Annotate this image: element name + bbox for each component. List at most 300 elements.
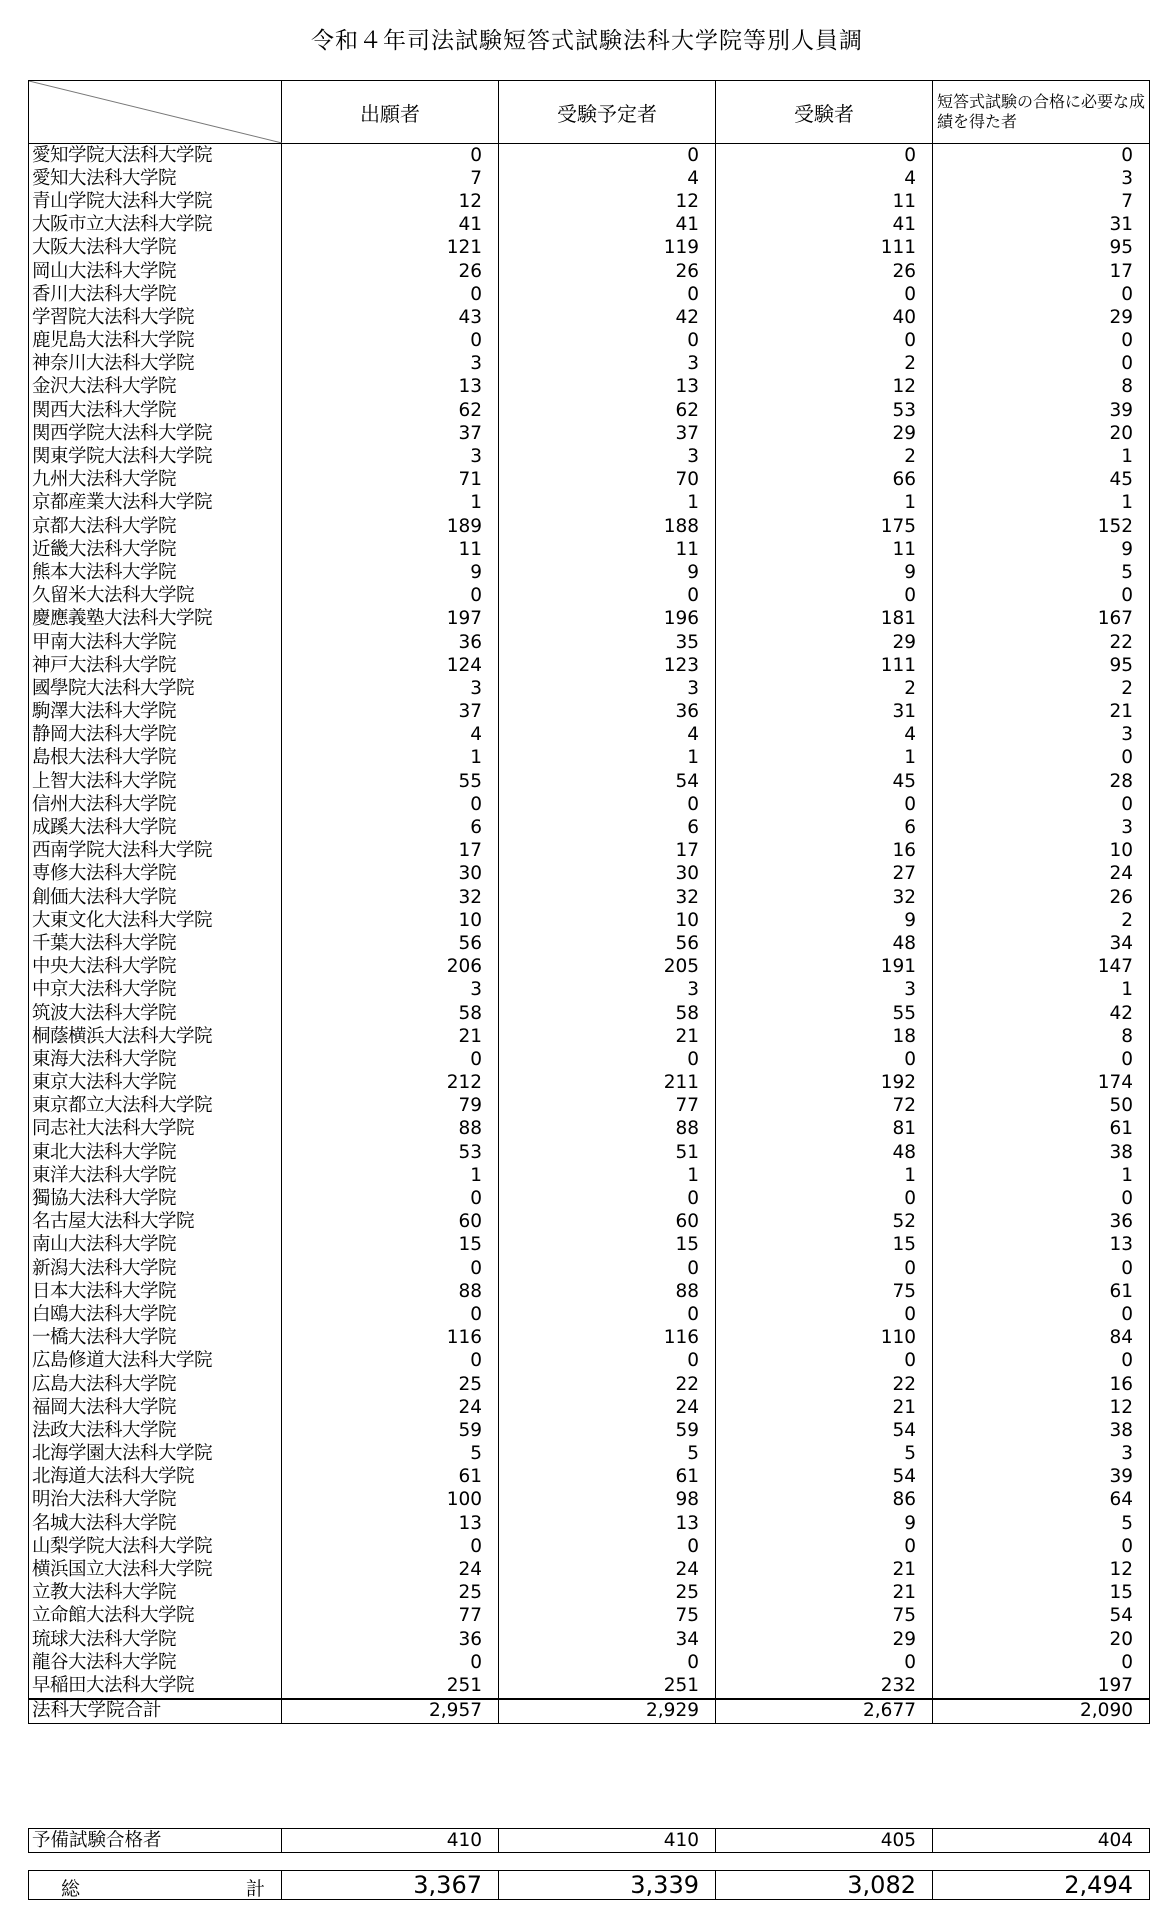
school-value: 111 [716, 654, 933, 677]
school-value: 13 [933, 1234, 1150, 1257]
school-value: 0 [499, 1303, 716, 1326]
table-row [29, 515, 1150, 538]
school-name: 大阪市立大法科大学院 [29, 214, 282, 237]
school-value: 212 [282, 1072, 499, 1095]
school-value: 22 [716, 1373, 933, 1396]
school-value: 111 [716, 237, 933, 260]
school-value: 17 [282, 840, 499, 863]
school-value: 4 [716, 167, 933, 190]
school-name: 金沢大法科大学院 [29, 376, 282, 399]
school-name: 鹿児島大法科大学院 [29, 330, 282, 353]
grand-total-value: 3,339 [499, 1871, 716, 1900]
school-value: 54 [933, 1605, 1150, 1628]
school-value: 25 [282, 1373, 499, 1396]
school-name: 愛知大法科大学院 [29, 167, 282, 190]
table-row [29, 724, 1150, 747]
school-value: 32 [716, 886, 933, 909]
school-name: 広島修道大法科大学院 [29, 1350, 282, 1373]
school-value: 3 [933, 816, 1150, 839]
school-value: 9 [716, 561, 933, 584]
school-value: 15 [716, 1234, 933, 1257]
school-value: 5 [716, 1443, 933, 1466]
school-value: 3 [933, 724, 1150, 747]
school-name: 九州大法科大学院 [29, 469, 282, 492]
school-value: 0 [499, 1651, 716, 1674]
school-value: 30 [499, 863, 716, 886]
grand-total-label [29, 1871, 282, 1900]
school-value: 12 [933, 1558, 1150, 1581]
school-value: 61 [499, 1466, 716, 1489]
school-value: 38 [933, 1141, 1150, 1164]
school-name: 香川大法科大学院 [29, 283, 282, 306]
school-value: 3 [499, 353, 716, 376]
school-value: 38 [933, 1419, 1150, 1442]
school-value: 189 [282, 515, 499, 538]
school-value: 81 [716, 1118, 933, 1141]
school-value: 0 [716, 585, 933, 608]
school-value: 10 [933, 840, 1150, 863]
school-value: 110 [716, 1327, 933, 1350]
school-value: 24 [282, 1558, 499, 1581]
table-row [29, 1002, 1150, 1025]
school-value: 88 [282, 1280, 499, 1303]
table-row [29, 585, 1150, 608]
school-value: 0 [933, 1535, 1150, 1558]
school-value: 39 [933, 399, 1150, 422]
school-value: 45 [933, 469, 1150, 492]
table-row [29, 1373, 1150, 1396]
school-value: 15 [499, 1234, 716, 1257]
school-value: 1 [716, 1164, 933, 1187]
school-value: 12 [499, 190, 716, 213]
school-value: 31 [716, 701, 933, 724]
school-value: 1 [933, 492, 1150, 515]
school-name: 東海大法科大学院 [29, 1048, 282, 1071]
school-value: 16 [933, 1373, 1150, 1396]
school-value: 72 [716, 1095, 933, 1118]
school-value: 0 [716, 1187, 933, 1210]
school-value: 9 [716, 909, 933, 932]
school-value: 17 [499, 840, 716, 863]
school-value: 116 [282, 1327, 499, 1350]
school-value: 0 [933, 747, 1150, 770]
school-value: 147 [933, 956, 1150, 979]
school-value: 2 [933, 677, 1150, 700]
school-value: 174 [933, 1072, 1150, 1095]
school-value: 75 [499, 1605, 716, 1628]
header-applicants: 出願者 [282, 81, 499, 144]
school-value: 211 [499, 1072, 716, 1095]
school-value: 5 [933, 1512, 1150, 1535]
grand-total-label-left: 総 [61, 1878, 81, 1900]
school-value: 55 [282, 770, 499, 793]
school-value: 71 [282, 469, 499, 492]
table-row [29, 492, 1150, 515]
school-value: 188 [499, 515, 716, 538]
school-value: 21 [716, 1396, 933, 1419]
school-value: 7 [282, 167, 499, 190]
school-value: 0 [933, 793, 1150, 816]
school-value: 29 [716, 1628, 933, 1651]
school-value: 1 [933, 445, 1150, 468]
school-value: 18 [716, 1025, 933, 1048]
school-value: 60 [499, 1211, 716, 1234]
table-row [29, 1466, 1150, 1489]
school-value: 54 [716, 1419, 933, 1442]
school-value: 0 [282, 1257, 499, 1280]
school-value: 34 [933, 932, 1150, 955]
school-name: 岡山大法科大学院 [29, 260, 282, 283]
school-value: 13 [499, 376, 716, 399]
school-value: 29 [716, 631, 933, 654]
school-value: 11 [716, 538, 933, 561]
table-row [29, 1535, 1150, 1558]
school-value: 15 [933, 1582, 1150, 1605]
header-scheduled-examinees: 受験予定者 [499, 81, 716, 144]
school-value: 0 [716, 1303, 933, 1326]
table-row [29, 1303, 1150, 1326]
school-value: 36 [282, 1628, 499, 1651]
school-value: 29 [716, 422, 933, 445]
table-row [29, 1396, 1150, 1419]
preliminary-value: 410 [282, 1829, 499, 1853]
school-value: 0 [933, 1651, 1150, 1674]
school-value: 26 [499, 260, 716, 283]
table-row [29, 237, 1150, 260]
header-examinees: 受験者 [716, 81, 933, 144]
school-value: 7 [933, 190, 1150, 213]
table-row [29, 167, 1150, 190]
table-row [29, 863, 1150, 886]
table-row [29, 144, 1150, 168]
school-value: 26 [716, 260, 933, 283]
school-value: 1 [499, 1164, 716, 1187]
school-value: 95 [933, 237, 1150, 260]
school-value: 1 [933, 979, 1150, 1002]
school-value: 0 [499, 1187, 716, 1210]
school-value: 22 [499, 1373, 716, 1396]
table-row [29, 1234, 1150, 1257]
school-name: 東京大法科大学院 [29, 1072, 282, 1095]
school-value: 51 [499, 1141, 716, 1164]
school-value: 119 [499, 237, 716, 260]
school-name: 獨協大法科大学院 [29, 1187, 282, 1210]
school-value: 0 [716, 144, 933, 168]
school-value: 42 [933, 1002, 1150, 1025]
school-value: 32 [499, 886, 716, 909]
school-value: 0 [933, 1048, 1150, 1071]
school-value: 1 [499, 747, 716, 770]
school-value: 58 [282, 1002, 499, 1025]
school-value: 27 [716, 863, 933, 886]
school-value: 0 [933, 144, 1150, 168]
school-value: 62 [499, 399, 716, 422]
school-value: 79 [282, 1095, 499, 1118]
table-row [29, 701, 1150, 724]
school-value: 21 [716, 1582, 933, 1605]
preliminary-label: 予備試験合格者 [29, 1829, 282, 1853]
school-value: 12 [282, 190, 499, 213]
table-row [29, 1048, 1150, 1071]
school-value: 0 [933, 353, 1150, 376]
school-value: 124 [282, 654, 499, 677]
school-value: 167 [933, 608, 1150, 631]
table-row [29, 1582, 1150, 1605]
school-value: 34 [499, 1628, 716, 1651]
school-name: 國學院大法科大学院 [29, 677, 282, 700]
table-row [29, 793, 1150, 816]
table-row [29, 1605, 1150, 1628]
table-row [29, 747, 1150, 770]
school-value: 121 [282, 237, 499, 260]
preliminary-value: 404 [933, 1829, 1150, 1853]
school-value: 29 [933, 306, 1150, 329]
school-value: 28 [933, 770, 1150, 793]
table-row [29, 353, 1150, 376]
table-row [29, 816, 1150, 839]
school-name: 東北大法科大学院 [29, 1141, 282, 1164]
school-value: 48 [716, 1141, 933, 1164]
school-value: 3 [499, 677, 716, 700]
school-value: 30 [282, 863, 499, 886]
table-row [29, 1443, 1150, 1466]
school-value: 54 [499, 770, 716, 793]
school-value: 21 [282, 1025, 499, 1048]
school-value: 95 [933, 654, 1150, 677]
school-value: 100 [282, 1489, 499, 1512]
school-name: 熊本大法科大学院 [29, 561, 282, 584]
school-value: 13 [282, 1512, 499, 1535]
school-value: 88 [282, 1118, 499, 1141]
school-value: 0 [933, 585, 1150, 608]
school-value: 123 [499, 654, 716, 677]
grand-total-value: 3,082 [716, 1871, 933, 1900]
school-value: 41 [716, 214, 933, 237]
school-name: 大東文化大法科大学院 [29, 909, 282, 932]
table-row [29, 1489, 1150, 1512]
school-name: 関西大法科大学院 [29, 399, 282, 422]
school-value: 0 [499, 144, 716, 168]
school-value: 25 [282, 1582, 499, 1605]
school-value: 98 [499, 1489, 716, 1512]
school-value: 31 [933, 214, 1150, 237]
school-value: 0 [282, 1187, 499, 1210]
school-value: 37 [499, 422, 716, 445]
school-value: 39 [933, 1466, 1150, 1489]
school-name: 山梨学院大法科大学院 [29, 1535, 282, 1558]
school-value: 61 [933, 1280, 1150, 1303]
table-row [29, 214, 1150, 237]
school-value: 24 [933, 863, 1150, 886]
table-row [29, 1025, 1150, 1048]
school-value: 35 [499, 631, 716, 654]
school-value: 77 [499, 1095, 716, 1118]
table-row [29, 1280, 1150, 1303]
subtotal-label: 法科大学院合計 [29, 1699, 282, 1724]
school-name: 東京都立大法科大学院 [29, 1095, 282, 1118]
table-row [29, 399, 1150, 422]
school-value: 11 [282, 538, 499, 561]
school-value: 53 [282, 1141, 499, 1164]
school-value: 36 [282, 631, 499, 654]
school-value: 52 [716, 1211, 933, 1234]
school-value: 1 [716, 492, 933, 515]
school-value: 22 [933, 631, 1150, 654]
grand-total-value: 3,367 [282, 1871, 499, 1900]
table-row [29, 979, 1150, 1002]
school-value: 42 [499, 306, 716, 329]
table-row [29, 770, 1150, 793]
school-value: 9 [499, 561, 716, 584]
school-value: 12 [716, 376, 933, 399]
school-value: 3 [499, 979, 716, 1002]
page-title: 令和４年司法試験短答式試験法科大学院等別人員調 [311, 28, 863, 54]
school-value: 53 [716, 399, 933, 422]
preliminary-table [28, 1828, 1150, 1853]
school-value: 0 [282, 793, 499, 816]
school-value: 10 [282, 909, 499, 932]
school-value: 45 [716, 770, 933, 793]
school-value: 0 [499, 585, 716, 608]
subtotal-value: 2,957 [282, 1699, 499, 1724]
school-value: 116 [499, 1327, 716, 1350]
school-name: 京都産業大法科大学院 [29, 492, 282, 515]
school-value: 0 [499, 283, 716, 306]
school-value: 0 [282, 1535, 499, 1558]
school-name: 上智大法科大学院 [29, 770, 282, 793]
school-value: 191 [716, 956, 933, 979]
school-name: 龍谷大法科大学院 [29, 1651, 282, 1674]
school-value: 11 [716, 190, 933, 213]
table-row [29, 538, 1150, 561]
school-value: 20 [933, 1628, 1150, 1651]
table-row [29, 1558, 1150, 1581]
table-row [29, 330, 1150, 353]
school-name: 早稲田大法科大学院 [29, 1674, 282, 1698]
school-value: 0 [282, 1350, 499, 1373]
table-row [29, 909, 1150, 932]
school-value: 41 [282, 214, 499, 237]
school-value: 205 [499, 956, 716, 979]
school-value: 251 [499, 1674, 716, 1698]
school-value: 84 [933, 1327, 1150, 1350]
school-value: 36 [933, 1211, 1150, 1234]
school-name: 千葉大法科大学院 [29, 932, 282, 955]
table-row [29, 422, 1150, 445]
table-row [29, 1327, 1150, 1350]
school-value: 1 [933, 1164, 1150, 1187]
table-row [29, 1141, 1150, 1164]
school-value: 88 [499, 1280, 716, 1303]
school-value: 24 [499, 1396, 716, 1419]
school-value: 1 [282, 747, 499, 770]
table-row [29, 886, 1150, 909]
school-value: 3 [282, 677, 499, 700]
table-row [29, 260, 1150, 283]
school-value: 0 [499, 1257, 716, 1280]
header-corner-cell [29, 81, 282, 144]
school-value: 8 [933, 376, 1150, 399]
school-value: 12 [933, 1396, 1150, 1419]
table-row [29, 1095, 1150, 1118]
table-row [29, 631, 1150, 654]
school-name: 青山学院大法科大学院 [29, 190, 282, 213]
school-value: 9 [716, 1512, 933, 1535]
school-name: 一橋大法科大学院 [29, 1327, 282, 1350]
school-name: 北海道大法科大学院 [29, 1466, 282, 1489]
table-row [29, 677, 1150, 700]
school-value: 62 [282, 399, 499, 422]
school-value: 0 [282, 1303, 499, 1326]
school-name: 学習院大法科大学院 [29, 306, 282, 329]
school-value: 64 [933, 1489, 1150, 1512]
school-value: 75 [716, 1605, 933, 1628]
school-value: 6 [499, 816, 716, 839]
school-value: 8 [933, 1025, 1150, 1048]
school-value: 48 [716, 932, 933, 955]
school-value: 6 [282, 816, 499, 839]
school-value: 17 [933, 260, 1150, 283]
table-row [29, 283, 1150, 306]
table-row [29, 1164, 1150, 1187]
school-value: 13 [282, 376, 499, 399]
school-value: 3 [499, 445, 716, 468]
school-value: 1 [282, 492, 499, 515]
school-value: 75 [716, 1280, 933, 1303]
grand-total-table [28, 1870, 1150, 1900]
school-value: 152 [933, 515, 1150, 538]
table-row [29, 1651, 1150, 1674]
school-value: 4 [282, 724, 499, 747]
school-name: 神奈川大法科大学院 [29, 353, 282, 376]
table-row [29, 1512, 1150, 1535]
school-value: 50 [933, 1095, 1150, 1118]
school-value: 4 [499, 724, 716, 747]
school-value: 3 [933, 167, 1150, 190]
school-name: 名古屋大法科大学院 [29, 1211, 282, 1234]
school-value: 181 [716, 608, 933, 631]
school-name: 南山大法科大学院 [29, 1234, 282, 1257]
table-row [29, 1118, 1150, 1141]
school-name: 静岡大法科大学院 [29, 724, 282, 747]
school-value: 0 [933, 1187, 1150, 1210]
school-value: 0 [716, 1048, 933, 1071]
school-value: 11 [499, 538, 716, 561]
school-name: 同志社大法科大学院 [29, 1118, 282, 1141]
school-name: 愛知学院大法科大学院 [29, 144, 282, 168]
school-statistics-table [28, 80, 1150, 1724]
school-value: 175 [716, 515, 933, 538]
school-value: 3 [282, 445, 499, 468]
school-value: 0 [933, 330, 1150, 353]
school-name: 西南学院大法科大学院 [29, 840, 282, 863]
school-value: 3 [716, 979, 933, 1002]
subtotal-value: 2,677 [716, 1699, 933, 1724]
school-name: 日本大法科大学院 [29, 1280, 282, 1303]
school-name: 駒澤大法科大学院 [29, 701, 282, 724]
school-value: 0 [499, 793, 716, 816]
school-value: 41 [499, 214, 716, 237]
school-value: 0 [282, 1651, 499, 1674]
school-value: 36 [499, 701, 716, 724]
school-name: 法政大法科大学院 [29, 1419, 282, 1442]
preliminary-value: 410 [499, 1829, 716, 1853]
school-value: 3 [282, 353, 499, 376]
school-name: 久留米大法科大学院 [29, 585, 282, 608]
header-passed: 短答式試験の合格に必要な成績を得た者 [933, 81, 1150, 144]
grand-total-row [29, 1871, 1150, 1900]
table-row [29, 654, 1150, 677]
